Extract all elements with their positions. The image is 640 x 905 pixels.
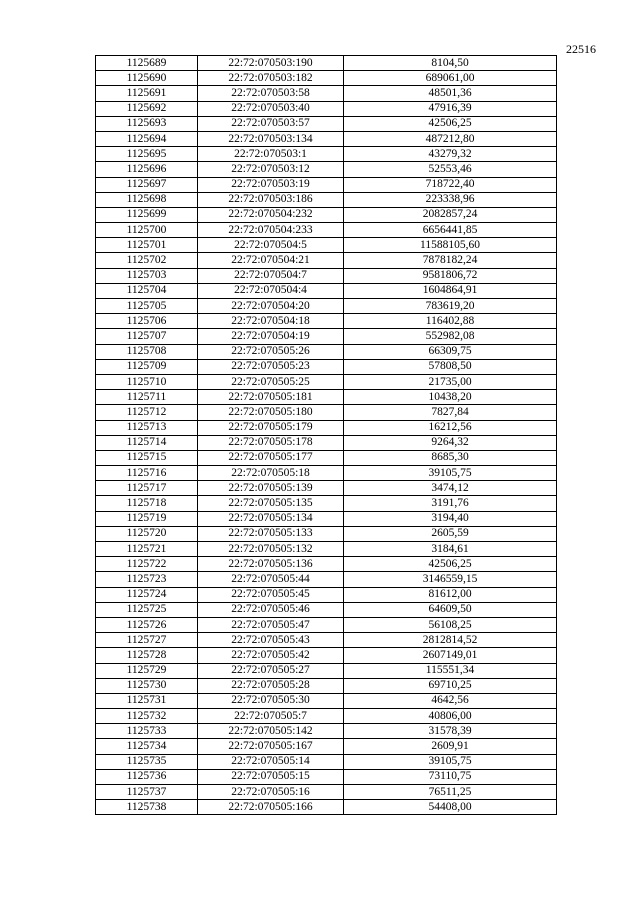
cadastral-value-cell: 2082857,24 [344,207,557,222]
row-number-cell: 1125715 [96,450,198,465]
row-number-cell: 1125702 [96,253,198,268]
table-row [96,693,557,708]
cadastral-value-cell: 56108,25 [344,617,557,632]
table-row [96,359,557,374]
cadastral-value-cell: 2812814,52 [344,633,557,648]
row-number-cell: 1125697 [96,177,198,192]
row-number-cell: 1125706 [96,314,198,329]
row-number-cell: 1125695 [96,147,198,162]
page-number: 22516 [566,42,596,56]
table-row [96,238,557,253]
table-row [96,526,557,541]
row-number-cell: 1125723 [96,572,198,587]
cadastral-number-cell: 22:72:070503:19 [198,177,344,192]
table-row [96,542,557,557]
row-number-cell: 1125734 [96,739,198,754]
cadastral-value-cell: 8685,30 [344,450,557,465]
table-row [96,511,557,526]
cadastral-value-cell: 487212,80 [344,131,557,146]
cadastral-value-cell: 7827,84 [344,405,557,420]
row-number-cell: 1125693 [96,116,198,131]
cadastral-number-cell: 22:72:070503:186 [198,192,344,207]
cadastral-number-cell: 22:72:070505:181 [198,390,344,405]
cadastral-number-cell: 22:72:070505:167 [198,739,344,754]
table-row [96,56,557,71]
table-row [96,162,557,177]
row-number-cell: 1125692 [96,101,198,116]
cadastral-number-cell: 22:72:070505:45 [198,587,344,602]
cadastral-number-cell: 22:72:070504:4 [198,283,344,298]
cadastral-number-cell: 22:72:070505:28 [198,678,344,693]
table-row [96,207,557,222]
cadastral-value-cell: 39105,75 [344,466,557,481]
table-row [96,572,557,587]
row-number-cell: 1125732 [96,709,198,724]
row-number-cell: 1125718 [96,496,198,511]
cadastral-number-cell: 22:72:070503:40 [198,101,344,116]
row-number-cell: 1125738 [96,800,198,815]
cadastral-number-cell: 22:72:070504:18 [198,314,344,329]
table-row [96,344,557,359]
cadastral-value-cell: 4642,56 [344,693,557,708]
cadastral-value-cell: 223338,96 [344,192,557,207]
table-row [96,253,557,268]
cadastral-value-cell: 718722,40 [344,177,557,192]
cadastral-number-cell: 22:72:070505:133 [198,526,344,541]
cadastral-value-cell: 2609,91 [344,739,557,754]
cadastral-number-cell: 22:72:070505:30 [198,693,344,708]
row-number-cell: 1125705 [96,299,198,314]
row-number-cell: 1125730 [96,678,198,693]
table-row [96,769,557,784]
cadastral-number-cell: 22:72:070504:5 [198,238,344,253]
cadastral-value-cell: 48501,36 [344,86,557,101]
cadastral-number-cell: 22:72:070503:182 [198,71,344,86]
cadastral-number-cell: 22:72:070505:42 [198,648,344,663]
table-row [96,785,557,800]
cadastral-number-cell: 22:72:070505:44 [198,572,344,587]
cadastral-value-cell: 3191,76 [344,496,557,511]
row-number-cell: 1125726 [96,617,198,632]
row-number-cell: 1125717 [96,481,198,496]
cadastral-value-cell: 47916,39 [344,101,557,116]
cadastral-value-cell: 66309,75 [344,344,557,359]
table-row [96,617,557,632]
cadastral-number-cell: 22:72:070505:25 [198,374,344,389]
row-number-cell: 1125712 [96,405,198,420]
row-number-cell: 1125724 [96,587,198,602]
cadastral-number-cell: 22:72:070505:16 [198,785,344,800]
table-row [96,390,557,405]
cadastral-number-cell: 22:72:070505:180 [198,405,344,420]
row-number-cell: 1125714 [96,435,198,450]
table-row [96,192,557,207]
cadastral-number-cell: 22:72:070504:21 [198,253,344,268]
row-number-cell: 1125700 [96,223,198,238]
cadastral-value-cell: 31578,39 [344,724,557,739]
table-row [96,587,557,602]
table-row [96,329,557,344]
table-row [96,481,557,496]
cadastral-value-cell: 689061,00 [344,71,557,86]
cadastral-number-cell: 22:72:070505:135 [198,496,344,511]
cadastral-number-cell: 22:72:070503:134 [198,131,344,146]
row-number-cell: 1125699 [96,207,198,222]
cadastral-number-cell: 22:72:070505:134 [198,511,344,526]
row-number-cell: 1125701 [96,238,198,253]
cadastral-number-cell: 22:72:070504:232 [198,207,344,222]
row-number-cell: 1125728 [96,648,198,663]
table-row [96,450,557,465]
cadastral-value-cell: 2607149,01 [344,648,557,663]
row-number-cell: 1125736 [96,769,198,784]
cadastral-number-cell: 22:72:070505:132 [198,542,344,557]
cadastral-value-cell: 8104,50 [344,56,557,71]
cadastral-value-cell: 9264,32 [344,435,557,450]
row-number-cell: 1125721 [96,542,198,557]
cadastral-number-cell: 22:72:070505:26 [198,344,344,359]
cadastral-number-cell: 22:72:070505:139 [198,481,344,496]
cadastral-value-cell: 69710,25 [344,678,557,693]
row-number-cell: 1125720 [96,526,198,541]
cadastral-value-cell: 783619,20 [344,299,557,314]
cadastral-value-cell: 42506,25 [344,557,557,572]
row-number-cell: 1125698 [96,192,198,207]
row-number-cell: 1125735 [96,754,198,769]
table-row [96,663,557,678]
table-row [96,147,557,162]
table-row [96,724,557,739]
cadastral-number-cell: 22:72:070505:177 [198,450,344,465]
cadastral-number-cell: 22:72:070505:136 [198,557,344,572]
cadastral-value-cell: 76511,25 [344,785,557,800]
table-row [96,633,557,648]
cadastral-number-cell: 22:72:070503:12 [198,162,344,177]
row-number-cell: 1125737 [96,785,198,800]
table-row [96,86,557,101]
cadastral-value-cell: 57808,50 [344,359,557,374]
cadastral-value-cell: 64609,50 [344,602,557,617]
table-body [96,56,557,815]
cadastral-value-cell: 2605,59 [344,526,557,541]
cadastral-value-cell: 6656441,85 [344,223,557,238]
row-number-cell: 1125727 [96,633,198,648]
table-row [96,602,557,617]
cadastral-value-cell: 16212,56 [344,420,557,435]
row-number-cell: 1125729 [96,663,198,678]
row-number-cell: 1125703 [96,268,198,283]
row-number-cell: 1125713 [96,420,198,435]
row-number-cell: 1125733 [96,724,198,739]
cadastral-number-cell: 22:72:070505:7 [198,709,344,724]
cadastral-number-cell: 22:72:070505:23 [198,359,344,374]
row-number-cell: 1125716 [96,466,198,481]
cadastral-number-cell: 22:72:070503:58 [198,86,344,101]
row-number-cell: 1125691 [96,86,198,101]
cadastral-value-cell: 9581806,72 [344,268,557,283]
table-row [96,116,557,131]
row-number-cell: 1125711 [96,390,198,405]
table-row [96,557,557,572]
row-number-cell: 1125694 [96,131,198,146]
cadastral-number-cell: 22:72:070504:19 [198,329,344,344]
row-number-cell: 1125710 [96,374,198,389]
cadastral-number-cell: 22:72:070505:47 [198,617,344,632]
cadastral-value-cell: 10438,20 [344,390,557,405]
table-row [96,466,557,481]
table-row [96,131,557,146]
cadastral-number-cell: 22:72:070505:14 [198,754,344,769]
cadastral-number-cell: 22:72:070505:15 [198,769,344,784]
cadastral-number-cell: 22:72:070505:18 [198,466,344,481]
row-number-cell: 1125709 [96,359,198,374]
cadastral-value-cell: 54408,00 [344,800,557,815]
cadastral-value-cell: 7878182,24 [344,253,557,268]
row-number-cell: 1125725 [96,602,198,617]
table-row [96,283,557,298]
cadastral-value-cell: 115551,34 [344,663,557,678]
row-number-cell: 1125689 [96,56,198,71]
cadastral-value-cell: 3184,61 [344,542,557,557]
row-number-cell: 1125707 [96,329,198,344]
cadastral-value-cell: 116402,88 [344,314,557,329]
cadastral-value-cell: 52553,46 [344,162,557,177]
table-row [96,800,557,815]
row-number-cell: 1125696 [96,162,198,177]
table-row [96,71,557,86]
cadastral-number-cell: 22:72:070503:190 [198,56,344,71]
table-row [96,435,557,450]
cadastral-number-cell: 22:72:070505:46 [198,602,344,617]
cadastral-number-cell: 22:72:070504:20 [198,299,344,314]
cadastral-number-cell: 22:72:070504:233 [198,223,344,238]
cadastral-value-table [95,55,557,815]
table-row [96,648,557,663]
table-row [96,709,557,724]
row-number-cell: 1125690 [96,71,198,86]
cadastral-value-cell: 42506,25 [344,116,557,131]
table-row [96,299,557,314]
row-number-cell: 1125722 [96,557,198,572]
table-row [96,314,557,329]
table-row [96,739,557,754]
cadastral-value-cell: 552982,08 [344,329,557,344]
row-number-cell: 1125719 [96,511,198,526]
cadastral-value-cell: 39105,75 [344,754,557,769]
cadastral-number-cell: 22:72:070505:166 [198,800,344,815]
cadastral-value-cell: 21735,00 [344,374,557,389]
cadastral-value-cell: 40806,00 [344,709,557,724]
cadastral-value-cell: 81612,00 [344,587,557,602]
table-row [96,268,557,283]
cadastral-value-cell: 1604864,91 [344,283,557,298]
cadastral-value-cell: 11588105,60 [344,238,557,253]
cadastral-value-cell: 3146559,15 [344,572,557,587]
table-row [96,223,557,238]
table-row [96,496,557,511]
cadastral-number-cell: 22:72:070504:7 [198,268,344,283]
cadastral-value-cell: 3474,12 [344,481,557,496]
cadastral-number-cell: 22:72:070503:1 [198,147,344,162]
cadastral-number-cell: 22:72:070503:57 [198,116,344,131]
table-row [96,420,557,435]
table-row [96,405,557,420]
cadastral-number-cell: 22:72:070505:27 [198,663,344,678]
cadastral-value-cell: 3194,40 [344,511,557,526]
cadastral-value-cell: 43279,32 [344,147,557,162]
cadastral-number-cell: 22:72:070505:179 [198,420,344,435]
table-row [96,177,557,192]
table-row [96,374,557,389]
cadastral-number-cell: 22:72:070505:178 [198,435,344,450]
table-row [96,678,557,693]
table-row [96,101,557,116]
row-number-cell: 1125708 [96,344,198,359]
table-row [96,754,557,769]
row-number-cell: 1125731 [96,693,198,708]
cadastral-number-cell: 22:72:070505:43 [198,633,344,648]
row-number-cell: 1125704 [96,283,198,298]
cadastral-number-cell: 22:72:070505:142 [198,724,344,739]
cadastral-value-cell: 73110,75 [344,769,557,784]
